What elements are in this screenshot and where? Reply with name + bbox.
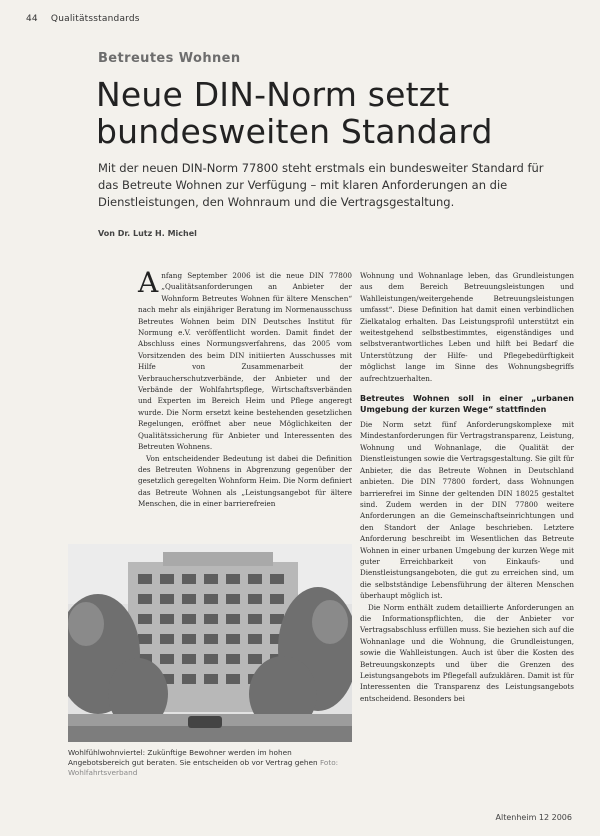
body-paragraph: Die Norm enthält zudem detaillierte Anforderungen an die Informationspflichten, die der Anbieter vor Vertragsabschluss erfüllen muss. Sie beziehen sich auf die Wohnanlage und die Wohnung, die Grundleistungen, sowie die Wahlleistungen. Auch ist über die Kosten des Betreuungskonzepts und über die Grenzen des Leistungsangebots im Pflegefall aufzuklären. Damit ist für Interessenten die Transparenz des Leistungsangebots entscheidend. Besonders bei: [360, 602, 574, 703]
page-footer: Altenheim 12 2006: [495, 813, 572, 822]
photo-credit: Foto: Wohlfahrtsverband: [68, 758, 339, 777]
section-subhead: Betreutes Wohnen soll in einer „urbanen Umgebung der kurzen Wege“ stattfinden: [360, 394, 574, 415]
article-lead: Mit der neuen DIN-Norm 77800 steht erstmals ein bundesweiter Standard für das Betreute Wohnen zur Verfügung – mit klaren Anforderungen an die Dienstleistungen, den Wohnraum und die Vertragsgestaltung.: [98, 161, 544, 209]
apartment-building-photo: [68, 544, 352, 742]
article-kicker: Betreutes Wohnen: [98, 51, 241, 66]
drop-cap: A: [138, 266, 159, 299]
body-column-right: [360, 270, 574, 704]
body-paragraph: Die Norm setzt fünf Anforderungskomplexe mit Mindestanforderungen für Vertragstransparenz, Leistung, Wohnung und Wohnanlage, die Qualität der Dienstleistungen sowie die Vertragsgestaltung. Sie gilt für Anbieter, die das Betreute Wohnen in Deutschland anbieten. Die DIN 77800 fordert, dass Wohnungen barrierefrei im Sinne der geltenden DIN 18025 gestaltet sind. Zudem werden in der DIN 77800 weitere Anforderungen an die Gemeinschaftseinrichtungen und den Standort der Anlage beschrieben. Letztere Anforderung beschreibt im Wesentlichen das Betreute Wohnen in einer urbanen Umgebung der kurzen Wege mit guter Erreichbarkeit von Einkaufs- und Dienstleistungsangeboten, die gut zu erreichen sind, um die selbstständige Lebensführung der älteren Menschen überhaupt möglich ist.: [360, 420, 574, 601]
section-title: Qualitätsstandards: [50, 14, 140, 24]
body-column-left: [138, 266, 352, 510]
running-head: [26, 14, 140, 24]
photo-illustration: [68, 544, 352, 742]
paragraph-text: nfang September 2006 ist die neue DIN 77800 „Qualitätsanforderungen an Anbieter der Wohnform Betreutes Wohnen für ältere Menschen“ nach mehr als einjähriger Beratung im Normenausschuss Betreutes Wohnen beim DIN Deutsches Institut für Normung e.V. veröffentlicht worden. Damit findet der Abschluss eines Normungsverfahrens, das 2005 vom Vorsitzenden des beim DIN initiierten Ausschusses mit Hilfe von Zusammenarbeit der Verbraucherschutzverbände, der Anbieter und der Verbände der Wohlfahrtspflege, Wirtschaftsverbänden und Experten im Bereich Heim und Pflege angeregt wurde. Die Norm ersetzt keine bestehenden gesetzlichen Regelungen, eröffnet aber neue Möglichkeiten der Qualitätssicherung für Anbieter und Interessenten des Betreuten Wohnens.: [138, 271, 352, 452]
caption-text: Wohlfühlwohnviertel: Zukünftige Bewohner werden im hohen Angebotsbereich gut beraten. Sie entscheiden ob vor Vertrag gehen: [68, 748, 318, 767]
photo-caption: [68, 748, 352, 778]
article-author: Von Dr. Lutz H. Michel: [98, 229, 197, 238]
body-paragraph: [138, 266, 352, 453]
body-paragraph: Wohnung und Wohnanlage leben, das Grundleistungen aus dem Bereich Betreuungsleistungen und Wahlleistungen/weitergehende Betreuungsleistungen umfasst“. Diese Definition hat damit einen verbindlichen Zielkatalog erhalten. Das Leistungsprofil unterstützt ein weitestgehend selbstbestimmtes, eigenständiges und selbstverantwortliches Leben und hilft bei Bedarf die Unterstützung der Hilfe- und Pflegebedürftigkeit möglichst lange im Sinne des Wohnungsbegriffs aufrechtzuerhalten.: [360, 271, 574, 383]
body-paragraph: Von entscheidender Bedeutung ist dabei die Definition des Betreuten Wohnens in Abgrenzung gegenüber der gesetzlich geregelten Wohnform Heim. Die Norm definiert das Betreute Wohnen als „Leistungsangebot für ältere Menschen, die in einer barrierefreien: [138, 453, 352, 509]
page-number: 44: [26, 14, 38, 24]
article-headline: Neue DIN-Norm setzt bundesweiten Standard: [96, 75, 493, 151]
